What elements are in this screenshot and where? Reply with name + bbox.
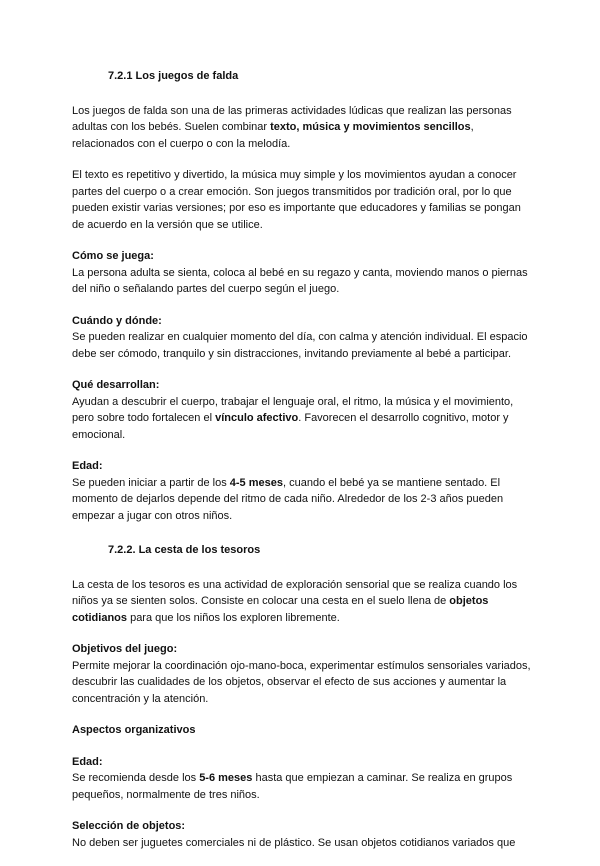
- text-run: para que los niños los exploren libremente.: [127, 611, 340, 624]
- block-edad-cesta: [72, 754, 532, 804]
- heading-aspectos-organizativos: Aspectos organizativos: [72, 724, 196, 736]
- heading-como-se-juega: Cómo se juega:: [72, 250, 154, 262]
- paragraph-texto: El texto es repetitivo y divertido, la música muy simple y los movimientos ayudan a conocer partes del cuerpo o a crear emoción. Son juegos transmitidos por tradición oral, por lo que pueden existir varias versiones; por eso es importante que educadores y familias se pongan de acuerdo en la versión que se utilice.: [72, 169, 521, 231]
- block-cuando-y-donde: [72, 313, 532, 363]
- text-run: Los juegos de falda son una de las primeras actividades lúdicas que realizan las personas adultas con los bebés. Suelen combinar: [72, 104, 512, 133]
- bold-text: 4-5 meses: [229, 476, 283, 489]
- text-como-se-juega: La persona adulta se sienta, coloca al bebé en su regazo y canta, moviendo manos o piernas del niño o señalando partes del cuerpo según el juego.: [72, 266, 528, 295]
- text-seleccion-objetos: No deben ser juguetes comerciales ni de plástico. Se usan objetos cotidianos variados que: [72, 836, 516, 849]
- bold-text: 5-6 meses: [199, 772, 253, 784]
- heading-que-desarrollan: Qué desarrollan:: [72, 379, 160, 391]
- bold-text: vínculo afectivo: [215, 412, 299, 424]
- block-que-desarrollan: [72, 377, 532, 443]
- heading-edad: Edad:: [72, 755, 103, 768]
- text-objetivos: Permite mejorar la coordinación ojo-mano-boca, experimentar estímulos sensoriales variados, descubrir las cualidades de los objetos, observar el efecto de sus acciones y aumentar la concentración y la atención.: [72, 659, 531, 705]
- text-cuando-y-donde: Se pueden realizar en cualquier momento del día, con calma y atención individual. El espacio debe ser cómodo, tranquilo y sin distracciones, invitando previamente al bebé a participar.: [72, 331, 528, 360]
- text-run: . Favorecen el desarrollo cognitivo, motor y emocional.: [72, 412, 509, 441]
- page-content: [72, 68, 532, 866]
- text-run: hasta que empiezan a caminar. Se realiza en grupos pequeños, normalmente de tres niños.: [72, 772, 513, 801]
- text-run: , relacionados con el cuerpo o con la melodía.: [72, 121, 474, 150]
- paragraph-cesta-intro: [72, 577, 532, 627]
- block-edad-falda: [72, 458, 532, 524]
- text-run: , cuando el bebé ya se mantiene sentado. El momento de dejarlos depende del ritmo de cada niño. Alrededor de los 2-3 años pueden empezar a jugar con otros niños.: [72, 476, 504, 522]
- text-run: La cesta de los tesoros es una actividad de exploración sensorial que se realiza cuando los niños ya se sienten solos. Consiste en colocar una cesta en el suelo llena de: [72, 578, 518, 607]
- paragraph-intro: [72, 103, 532, 153]
- block-como-se-juega: [72, 248, 532, 298]
- heading-seleccion-objetos: Selección de objetos:: [72, 820, 186, 832]
- bold-text: objetos cotidianos: [72, 595, 489, 624]
- block-objetivos: [72, 641, 532, 707]
- text-run: Se pueden iniciar a partir de los: [72, 476, 230, 489]
- section-title-cesta-tesoros: 7.2.2. La cesta de los tesoros: [108, 544, 261, 556]
- text-run: Se recomienda desde los: [72, 772, 200, 784]
- text-run: Ayudan a descubrir el cuerpo, trabajar el lenguaje oral, el ritmo, la música y el movimiento, pero sobre todo fortalecen el: [72, 395, 514, 424]
- block-seleccion-objetos: [72, 818, 532, 851]
- heading-objetivos: Objetivos del juego:: [72, 643, 178, 655]
- heading-cuando-y-donde: Cuándo y dónde:: [72, 314, 162, 327]
- bold-text: texto, música y movimientos sencillos: [270, 121, 471, 133]
- heading-edad: Edad:: [72, 460, 103, 472]
- section-title-juegos-de-falda: 7.2.1 Los juegos de falda: [108, 70, 239, 82]
